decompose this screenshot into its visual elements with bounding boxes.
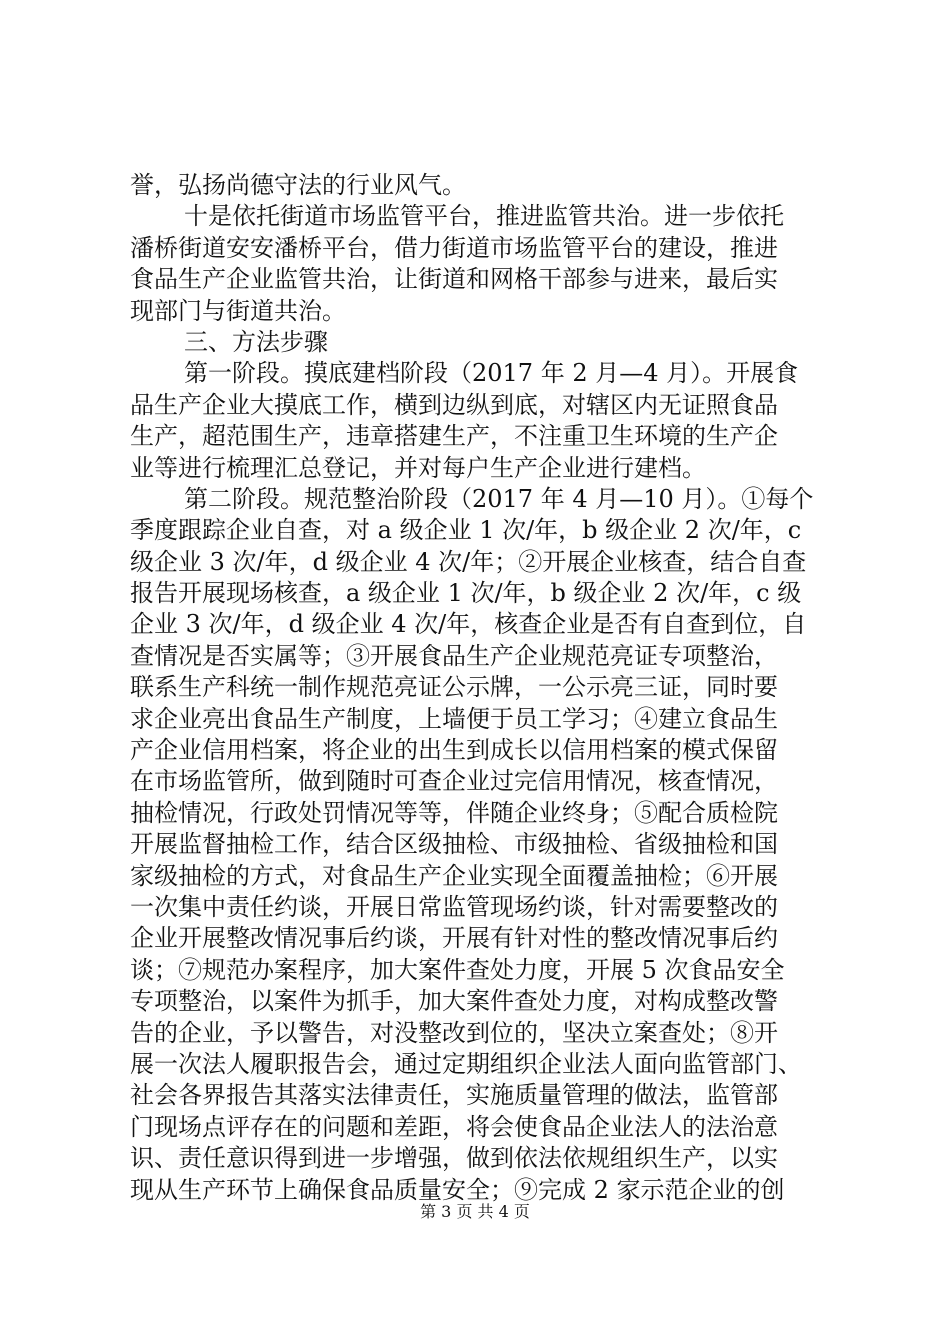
text-line: 品生产企业大摸底工作，横到边纵到底，对辖区内无证照食品 [130,390,778,419]
section-heading: 三、方法步骤 [184,327,328,356]
text-line: 誉，弘扬尚德守法的行业风气。 [130,171,466,199]
text-line: 生产，超范围生产，违章搭建生产，不注重卫生环境的生产企 [130,422,778,451]
text-line: 在市场监管所，做到随时可查企业过完信用情况，核查情况， [130,767,778,796]
text-line: 一次集中责任约谈，开展日常监管现场约谈，针对需要整改的 [130,892,778,921]
text-line: 企业开展整改情况事后约谈，开展有针对性的整改情况事后约 [130,924,778,953]
paragraph-start-line: 十是依托街道市场监管平台，推进监管共治。进一步依托 [184,202,784,231]
text-line: 门现场点评存在的问题和差距，将会使食品企业法人的法治意 [130,1112,778,1141]
text-line: 开展监督抽检工作，结合区级抽检、市级抽检、省级抽检和国 [130,830,778,859]
text-line: 级企业 3 次/年，d 级企业 4 次/年；②开展企业核查，结合自查 [130,547,807,576]
paragraph-start-line: 第一阶段。摸底建档阶段（2017 年 2 月—4 月）。开展食 [184,359,799,388]
text-line: 社会各界报告其落实法律责任，实施质量管理的做法，监管部 [130,1081,778,1110]
text-line: 潘桥街道安安潘桥平台，借力街道市场监管平台的建设，推进 [130,233,778,262]
text-line: 查情况是否实属等；③开展食品生产企业规范亮证专项整治， [130,641,778,670]
text-line: 专项整治，以案件为抓手，加大案件查处力度，对构成整改警 [130,987,778,1016]
text-line: 抽检情况，行政处罚情况等等，伴随企业终身；⑤配合质检院 [130,798,778,827]
document-body [130,170,830,1206]
text-line: 告的企业，予以警告，对没整改到位的，坚决立案查处；⑧开 [130,1018,778,1047]
text-line: 求企业亮出食品生产制度，上墙便于员工学习；④建立食品生 [130,704,778,733]
paragraph-start-line: 第二阶段。规范整治阶段（2017 年 4 月—10 月）。①每个 [184,484,814,513]
text-line: 识、责任意识得到进一步增强，做到依法依规组织生产，以实 [130,1144,778,1173]
text-line: 报告开展现场核查，a 级企业 1 次/年，b 级企业 2 次/年，c 级 [130,579,802,608]
text-line: 企业 3 次/年，d 级企业 4 次/年，核查企业是否有自查到位，自 [130,610,807,639]
text-line: 展一次法人履职报告会，通过定期组织企业法人面向监管部门、 [130,1049,802,1078]
text-line: 现从生产环节上确保食品质量安全；⑨完成 2 家示范企业的创 [130,1175,785,1204]
text-line: 季度跟踪企业自查，对 a 级企业 1 次/年，b 级企业 2 次/年，c [130,516,802,545]
text-line: 联系生产科统一制作规范亮证公示牌，一公示亮三证，同时要 [130,673,778,702]
text-line: 谈；⑦规范办案程序，加大案件查处力度，开展 5 次食品安全 [130,955,785,984]
text-line: 食品生产企业监管共治，让街道和网格干部参与进来，最后实 [130,265,778,294]
text-line: 产企业信用档案，将企业的出生到成长以信用档案的模式保留 [130,736,778,765]
text-line: 业等进行梳理汇总登记，并对每户生产企业进行建档。 [130,453,706,482]
text-line: 家级抽检的方式，对食品生产企业实现全面覆盖抽检；⑥开展 [130,861,778,890]
text-line: 现部门与街道共治。 [130,296,346,325]
page-number-footer: 第 3 页 共 4 页 [420,1202,530,1221]
